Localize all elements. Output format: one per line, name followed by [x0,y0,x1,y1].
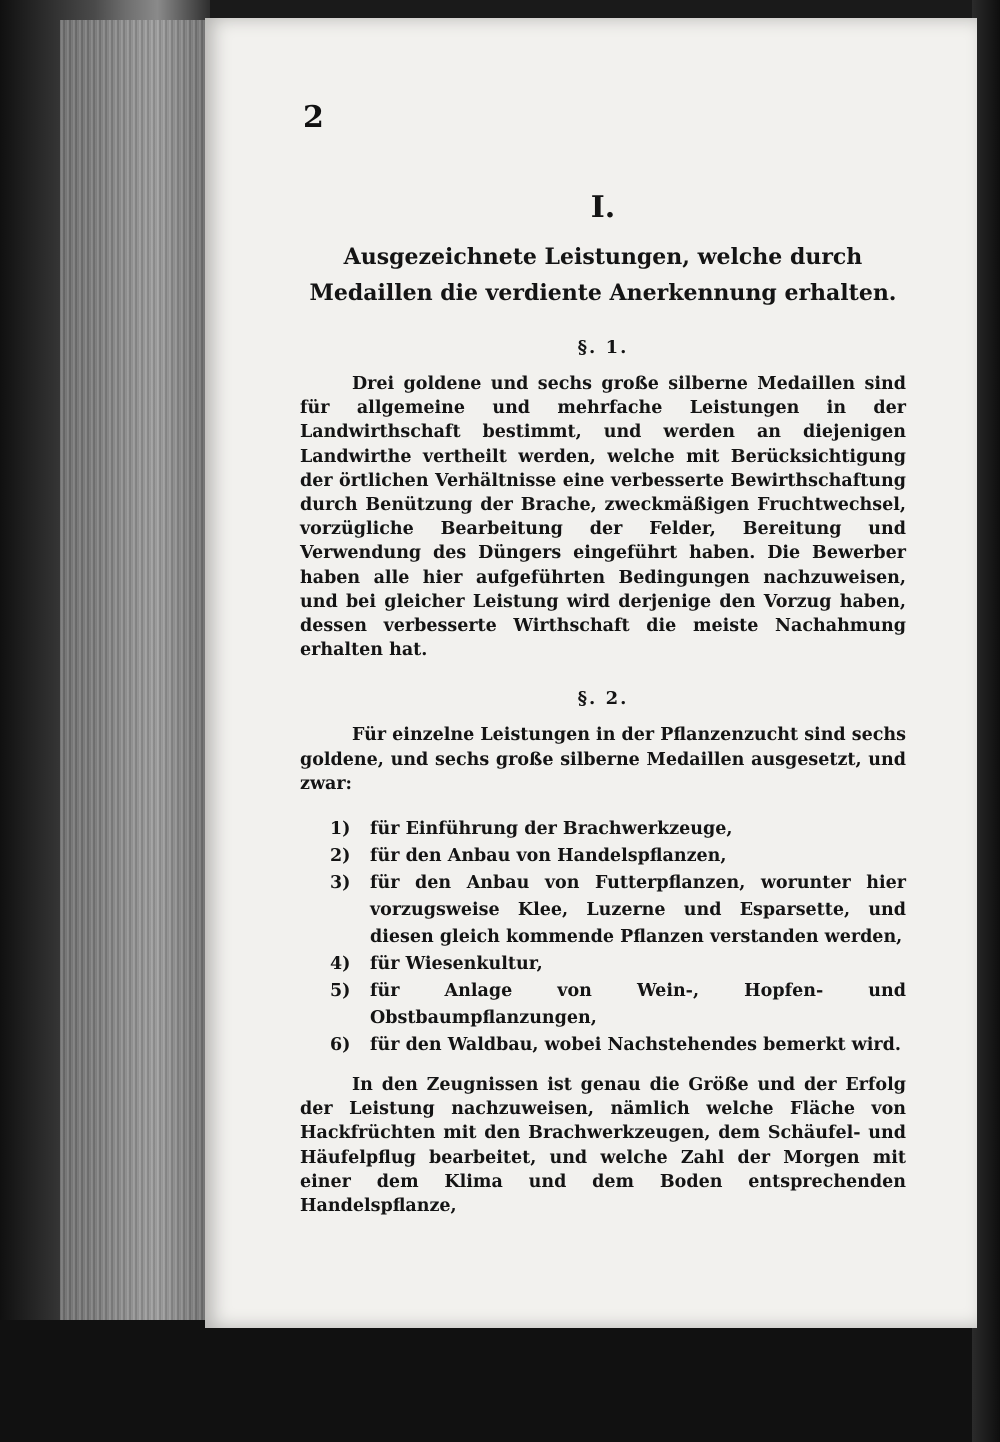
list-item-text: für Einführung der Brachwerkzeuge, [370,819,733,840]
list-item [300,843,906,870]
page-content [300,190,906,1218]
list-item [300,978,906,1032]
list-item [300,870,906,951]
section-2-paragraph: Für einzelne Leistungen in der Pflanzenzucht sind sechs goldene, und sechs große silberne Medaillen ausgesetzt, und zwar: [300,725,906,794]
list-item [300,816,906,843]
list-item-number: 2) [330,846,351,867]
list-item-text: für den Waldbau, wobei Nachstehendes bemerkt wird. [370,1035,901,1056]
list-item-text: für Wiesenkultur, [370,954,543,975]
list-item-number: 5) [330,981,351,1002]
chapter-heading: Ausgezeichnete Leistungen, welche durch Medaillen die verdiente Anerkennung erhalten. [309,244,897,306]
list-item-text: für den Anbau von Handelspflanzen, [370,846,727,867]
section-2-label: §. 2. [577,688,629,710]
list-item-number: 1) [330,819,351,840]
section-1-label: §. 1. [577,337,629,358]
list-item-text: für Anlage von Wein-, Hopfen- und Obstbaumpflanzungen, [370,981,906,1029]
section-1-paragraph: Drei goldene und sechs große silberne Medaillen sind für allgemeine und mehrfache Leistungen in der Landwirthschaft bestimmt, und werden an diejenigen Landwirthe vertheilt werden, welche mit Berücksichtigung der örtlichen Verhältnisse eine verbesserte Bewirthschaftung durch Benützung der Brache, zweckmäßigen Fruchtwechsel, vorzügliche Bearbeitung der Felder, Bereitung und Verwendung des Düngers eingeführt haben. Die Bewerber haben alle hier aufgeführten Bedingungen nachzuweisen, und bei gleicher Leistung wird derjenige den Vorzug haben, dessen verbesserte Wirthschaft die meiste Nachahmung erhalten hat. [300,374,906,661]
section-2-closing-paragraph: In den Zeugnissen ist genau die Größe und der Erfolg der Leistung nachzuweisen, nämlich welche Fläche von Hackfrüchten mit den Brachwerkzeugen, dem Schäufel- und Häufelpflug bearbeitet, und welche Zahl der Morgen mit einer dem Klima und dem Boden entsprechenden Handelspflanze, [300,1075,906,1217]
list-item-number: 4) [330,954,351,975]
list-item-text: für den Anbau von Futterpflanzen, worunter hier vorzugsweise Klee, Luzerne und Esparsette, und diesen gleich kommende Pflanzen verstanden werden, [370,873,906,948]
list-item-number: 3) [330,873,351,894]
section-2-list [300,816,906,1059]
list-item-number: 6) [330,1035,351,1056]
list-item [300,1032,906,1059]
list-item [300,951,906,978]
page-number: 2 [303,100,324,135]
page-edges [60,20,210,1420]
book-cover-bottom [0,1320,1000,1442]
chapter-number: I. [590,190,616,225]
